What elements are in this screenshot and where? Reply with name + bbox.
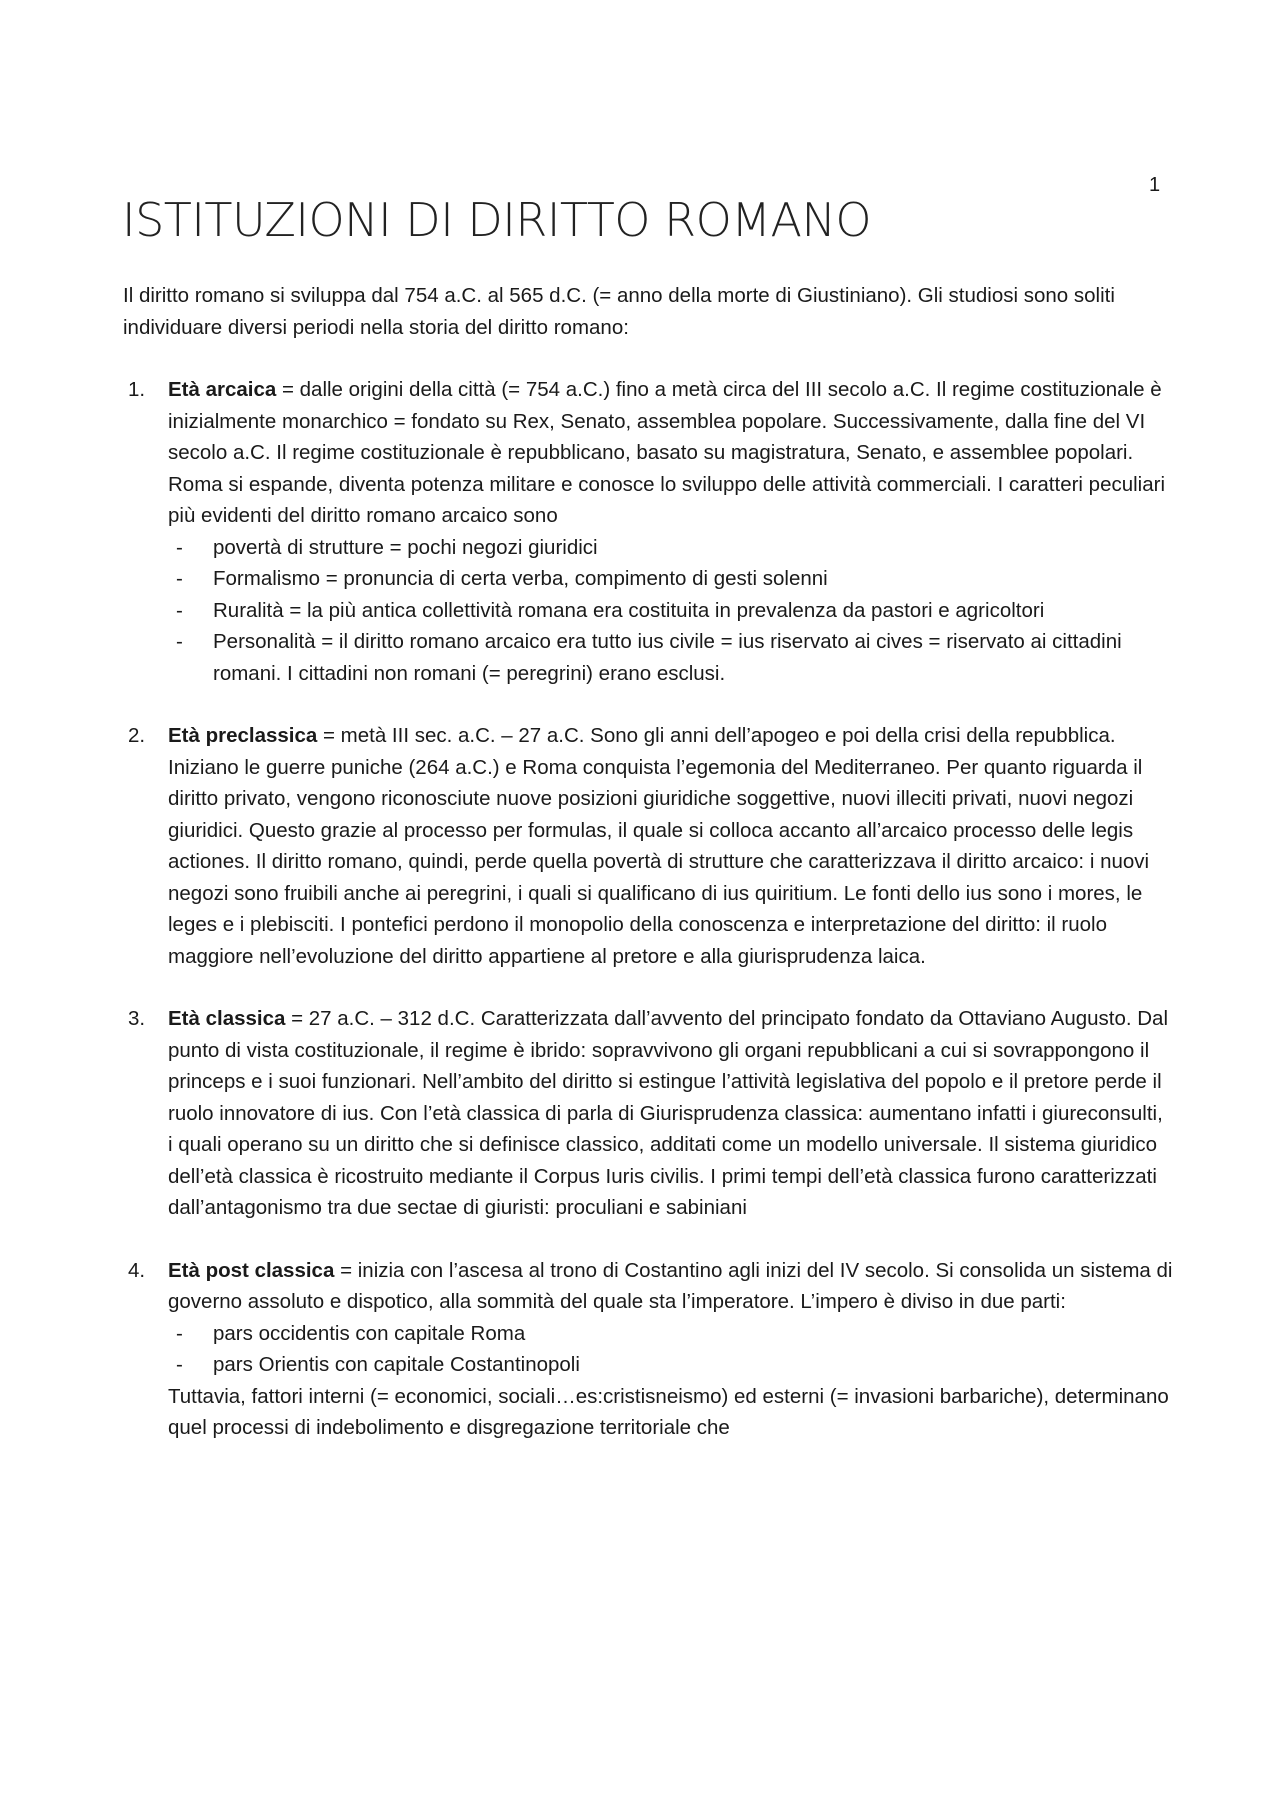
section-eta-arcaica (123, 374, 1173, 689)
dash-bullet: - (176, 1321, 183, 1345)
list-item (168, 595, 1173, 627)
dash-bullet: - (176, 535, 183, 559)
section-paragraph (168, 1255, 1173, 1318)
section-text: = dalle origini della città (= 754 a.C.) fino a metà circa del III secolo a.C. Il regime costituzionale è inizialmente monarchico = fondato su Rex, Senato, assemblea popolare. Successivamente, dalla fine del VI secolo a.C. Il regime costituzionale è repubblicano, basato su magistratura, Senato, e assemblee popolari. Roma si espande, diventa potenza militare e conosce lo sviluppo delle attività commerciali. I caratteri peculiari più evidenti del diritto romano arcaico sono (168, 378, 1166, 527)
section-number: 3. (128, 1007, 146, 1030)
section-heading: Età classica (168, 1007, 286, 1030)
bullet-text: Formalismo = pronuncia di certa verba, compimento di gesti solenni (213, 567, 828, 590)
list-item (168, 563, 1173, 595)
page-number: 1 (1149, 174, 1161, 196)
section-text: = 27 a.C. – 312 d.C. Caratterizzata dall’avvento del principato fondato da Ottaviano Augusto. Dal punto di vista costituzionale, il regime è ibrido: sopravvivono gli organi repubblicani a cui si sovrappongono il princeps e i suoi funzionari. Nell’ambito del diritto si estingue l’attività legislativa del popolo e il pretore perde il ruolo innovatore di ius. Con l’età classica di parla di Giurisprudenza classica: aumentano infatti i giureconsulti, i quali operano su un diritto che si definisce classico, additati come un modello universale. Il sistema giuridico dell’età classica è ricostruito mediante il Corpus Iuris civilis. I primi tempi dell’età classica furono caratterizzati dall’antagonismo tra due sectae di giuristi: proculiani e sabiniani (168, 1007, 1169, 1219)
bullet-text: povertà di strutture = pochi negozi giuridici (213, 535, 598, 559)
document-body (123, 280, 1173, 1475)
list-item (168, 532, 1173, 564)
section-heading: Età arcaica (168, 378, 277, 401)
section-heading: Età preclassica (168, 724, 318, 747)
bullet-text: Ruralità = la più antica collettività romana era costituita in prevalenza da pastori e agricoltori (213, 598, 1045, 622)
list-item (168, 626, 1173, 689)
section-eta-post-classica (123, 1255, 1173, 1444)
dash-bullet: - (176, 598, 183, 622)
bullet-text: pars Orientis con capitale Costantinopoli (213, 1353, 580, 1376)
section-heading: Età post classica (168, 1258, 335, 1282)
section-number: 4. (128, 1258, 146, 1282)
bullet-list (168, 1318, 1173, 1381)
dash-bullet: - (176, 630, 183, 653)
list-item (168, 1318, 1173, 1350)
section-text: = inizia con l’ascesa al trono di Costantino agli inizi del IV secolo. Si consolida un sistema di governo assoluto e dispotico, alla sommità del quale sta l’imperatore. L’impero è diviso in due parti: (168, 1258, 1173, 1313)
section-paragraph (168, 374, 1173, 532)
section-text: = metà III sec. a.C. – 27 a.C. Sono gli anni dell’apogeo e poi della crisi della repubblica. Iniziano le guerre puniche (264 a.C.) e Roma conquista l’egemonia del Mediterraneo. Per quanto riguarda il diritto privato, vengono riconosciute nuove posizioni giuridiche soggettive, nuovi illeciti privati, nuovi negozi giuridici. Questo grazie al processo per formulas, il quale si colloca accanto all’arcaico processo delle legis actiones. Il diritto romano, quindi, perde quella povertà di strutture che caratterizzava il diritto arcaico: i nuovi negozi sono fruibili anche ai peregrini, i quali si qualificano di ius quiritium. Le fonti dello ius sono i mores, le leges e i plebisciti. I pontefici perdono il monopolio della conoscenza e interpretazione del diritto: il ruolo maggiore nell’evoluzione del diritto appartiene al pretore e alla giurisprudenza laica. (168, 724, 1150, 968)
section-eta-preclassica (123, 720, 1173, 972)
dash-bullet: - (176, 567, 183, 590)
section-continuation: Tuttavia, fattori interni (= economici, sociali…es:cristisneismo) ed esterni (= invasioni barbariche), determinano quel processi di indebolimento e disgregazione territoriale che (168, 1384, 1169, 1439)
bullet-list (168, 532, 1173, 690)
dash-bullet: - (176, 1353, 183, 1376)
section-number: 1. (128, 378, 146, 401)
document-title: ISTITUZIONI DI DIRITTO ROMANO (122, 193, 872, 247)
section-paragraph (168, 1003, 1173, 1224)
section-eta-classica (123, 1003, 1173, 1224)
intro-paragraph: Il diritto romano si sviluppa dal 754 a.C. al 565 d.C. (= anno della morte di Giustiniano). Gli studiosi sono soliti individuare diversi periodi nella storia del diritto romano: (123, 284, 1115, 339)
section-number: 2. (128, 724, 146, 747)
section-paragraph (168, 720, 1173, 972)
bullet-text: pars occidentis con capitale Roma (213, 1321, 526, 1345)
bullet-text: Personalità = il diritto romano arcaico era tutto ius civile = ius riservato ai cives = riservato ai cittadini romani. I cittadini non romani (= peregrini) erano esclusi. (213, 630, 1122, 685)
list-item (168, 1349, 1173, 1381)
